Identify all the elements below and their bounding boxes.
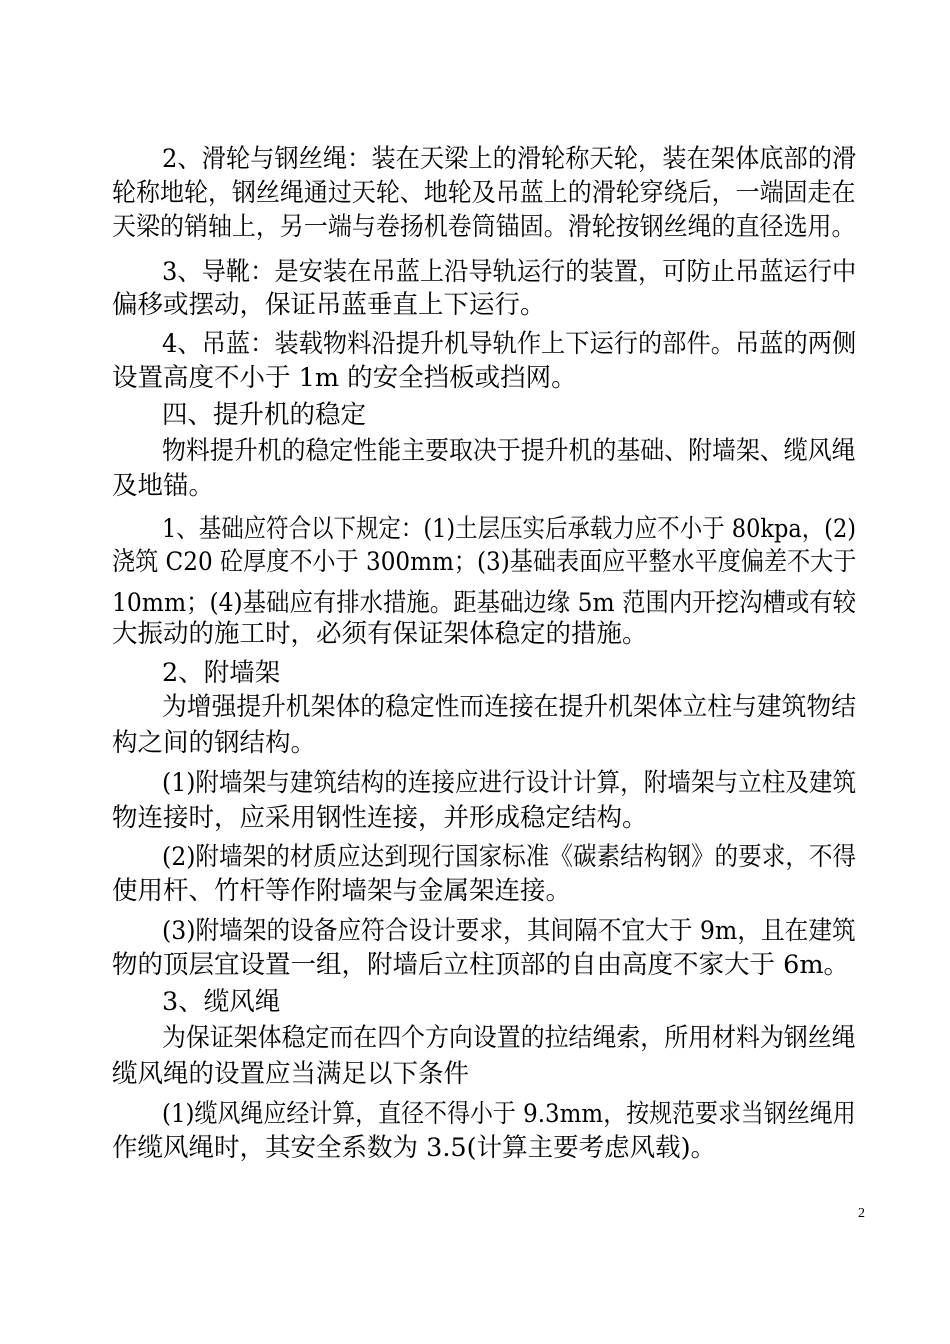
section-heading: 四、提升机的稳定 [162,400,367,430]
text-line: 作缆风绳时，其安全系数为 3.5(计算主要考虑风载)。 [112,1133,717,1163]
text-line: 设置高度不小于 1m 的安全挡板或挡网。 [112,363,577,393]
text-line: (1)附墙架与建筑结构的连接应进行设计计算，附墙架与立柱及建筑 [162,768,857,798]
text-line: 4、吊蓝：装载物料沿提升机导轨作上下运行的部件。吊蓝的两侧 [162,329,857,359]
text-line: 1、基础应符合以下规定：(1)土层压实后承载力应不小于 80kpa，(2) [162,514,856,544]
text-line: 物料提升机的稳定性能主要取决于提升机的基础、附墙架、缆风绳 [162,436,856,466]
text-line: 为增强提升机架体的稳定性而连接在提升机架体立柱与建筑物结 [162,692,857,722]
text-line: 使用杆、竹杆等作附墙架与金属架连接。 [112,876,572,906]
text-line: (3)附墙架的设备应符合设计要求，其间隔不宜大于 9m，且在建筑 [162,916,856,946]
page-number: 2 [858,1206,865,1221]
text-line: 轮称地轮，钢丝绳通过天轮、地轮及吊蓝上的滑轮穿绕后，一端固走在 [112,178,856,208]
text-line: 大振动的施工时，必须有保证架体稳定的措施。 [112,619,648,649]
text-line: 天梁的销轴上，另一端与卷扬机卷筒锚固。滑轮按钢丝绳的直径选用。 [112,212,856,242]
text-line: 为保证架体稳定而在四个方向设置的拉结绳索，所用材料为钢丝绳 [162,1023,856,1053]
text-line: 10mm；(4)基础应有排水措施。距基础边缘 5m 范围内开挖沟槽或有较 [112,588,857,618]
text-line: 物连接时，应采用钢性连接，并形成稳定结构。 [112,803,648,833]
text-line: 2、滑轮与钢丝绳：装在天梁上的滑轮称天轮，装在架体底部的滑 [162,144,857,174]
section-heading: 3、缆风绳 [162,987,281,1017]
section-heading: 2、附墙架 [162,658,281,688]
text-line: 构之间的钢结构。 [112,728,317,758]
text-line: (2)附墙架的材质应达到现行国家标准《碳素结构钢》的要求，不得 [162,842,857,872]
text-line: (1)缆风绳应经计算，直径不得小于 9.3mm，按规范要求当钢丝绳用 [162,1099,856,1129]
text-line: 物的顶层宜设置一组，附墙后立柱顶部的自由高度不家大于 6m。 [112,950,850,980]
text-line: 缆风绳的设置应当满足以下条件 [112,1059,470,1089]
text-line: 及地锚。 [112,471,215,501]
text-line: 偏移或摆动，保证吊蓝垂直上下运行。 [112,290,546,320]
text-line: 3、导靴：是安装在吊蓝上沿导轨运行的装置，可防止吊蓝运行中 [162,257,857,287]
text-line: 浇筑 C20 砼厚度不小于 300mm；(3)基础表面应平整水平度偏差不大于 [112,547,857,577]
